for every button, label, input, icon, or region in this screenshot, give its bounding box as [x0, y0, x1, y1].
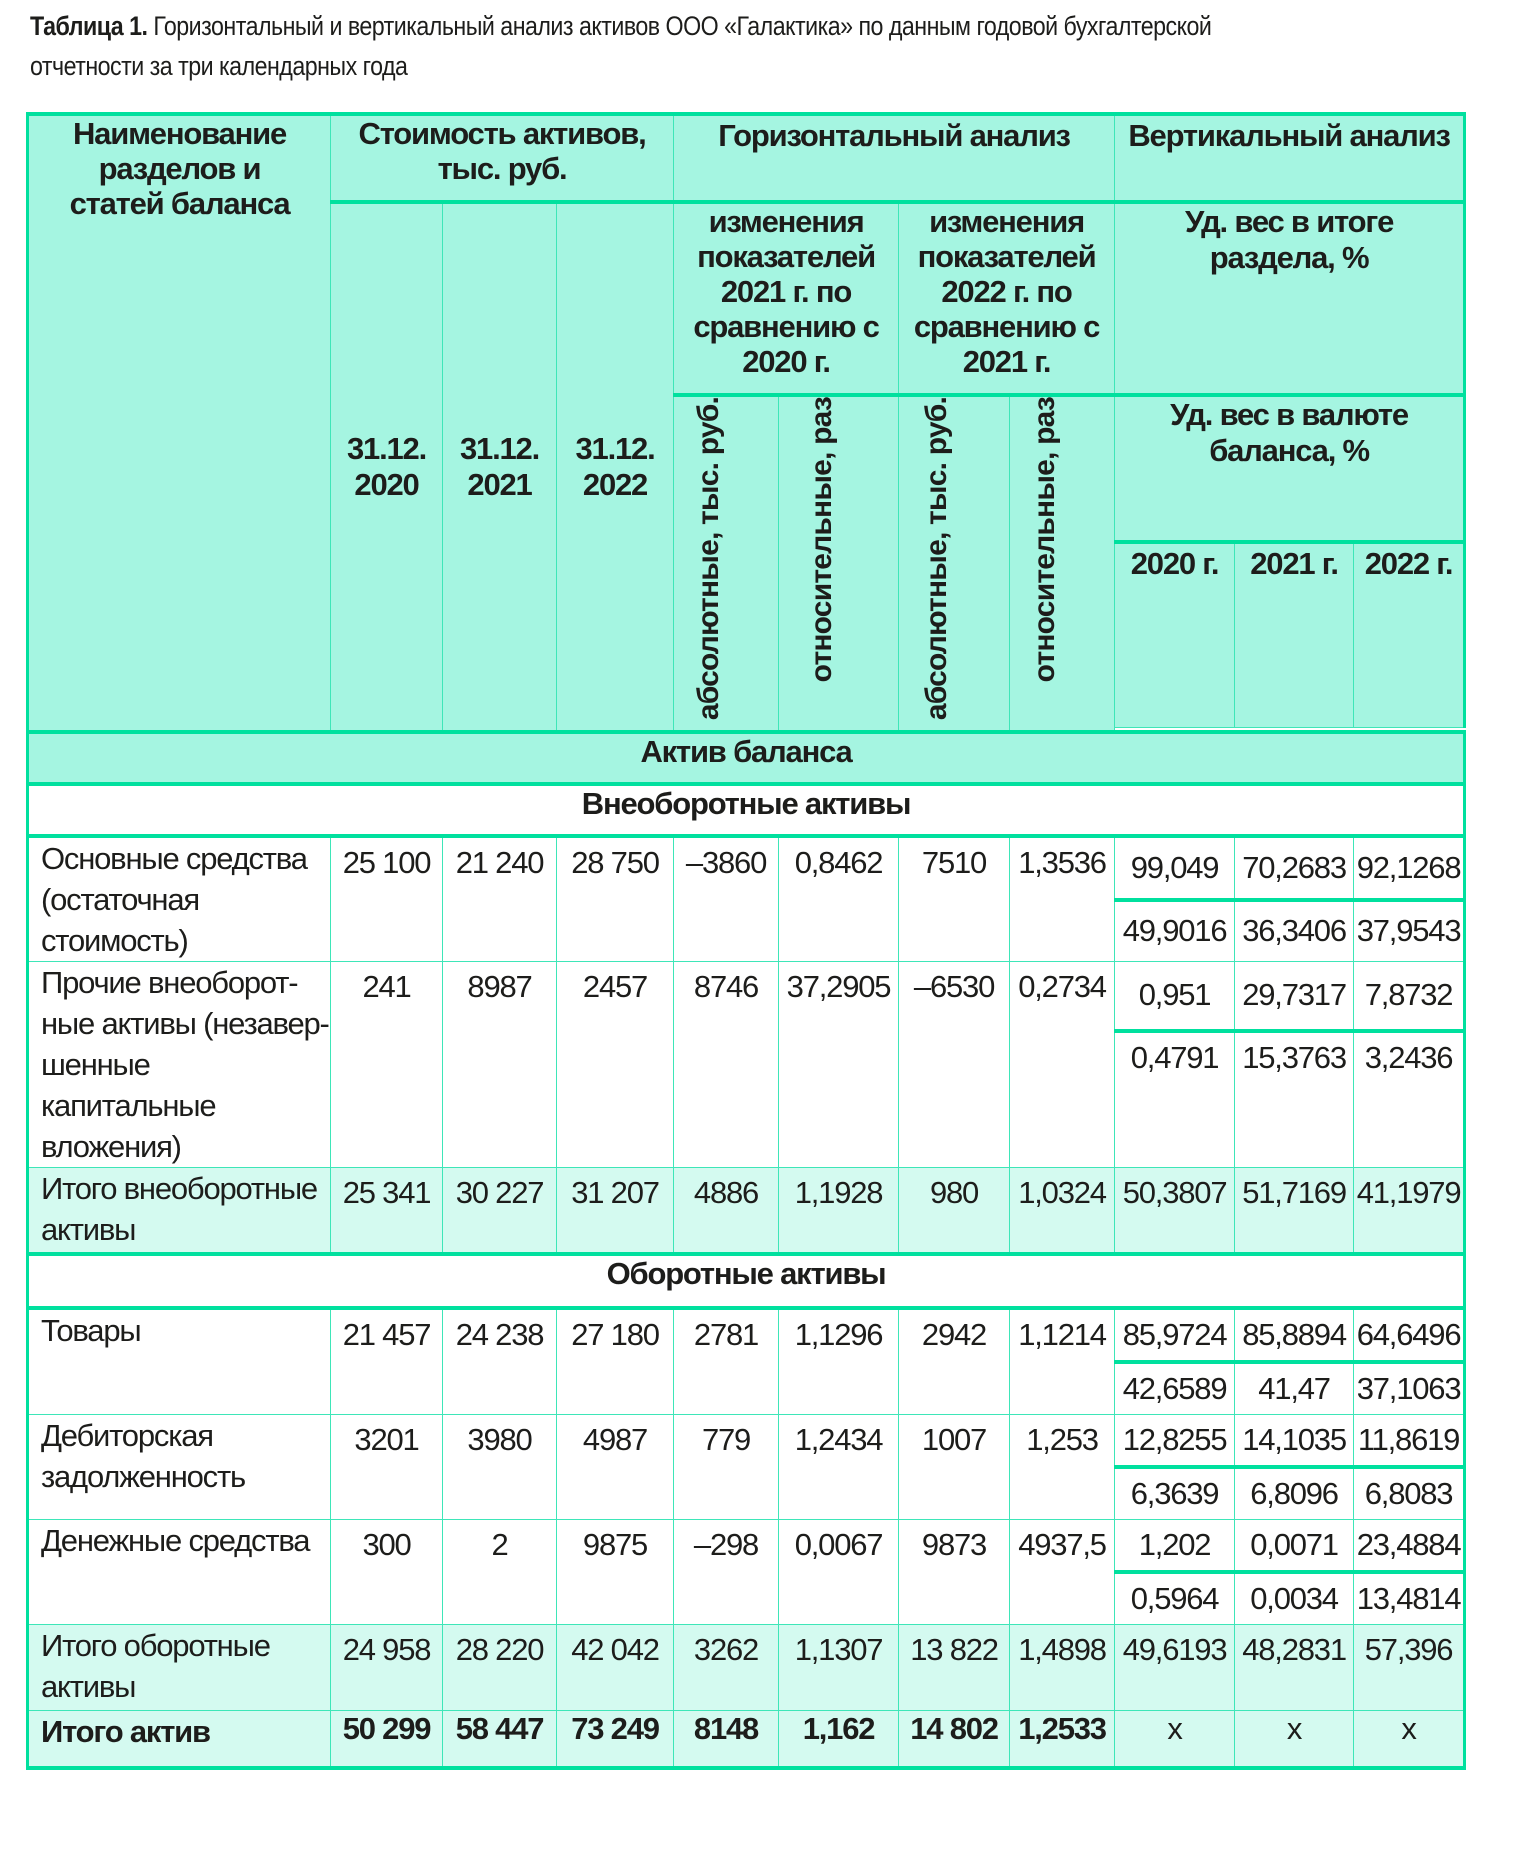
row-name: Прочие внеоборот-ные активы (незавер-шенные капитальные вложения)	[28, 962, 331, 1168]
cell-value: 779	[674, 1414, 779, 1519]
table-row	[28, 1519, 1465, 1572]
header-abs-2021-label: абсолютные, тыс. руб.	[692, 397, 726, 721]
cell-value: 1,162	[779, 1710, 899, 1768]
cell-value: 0,8462	[779, 836, 899, 962]
cell-share: x	[1354, 1710, 1465, 1768]
cell-value: 1,2533	[1010, 1710, 1115, 1768]
cell-value: 241	[331, 962, 443, 1168]
asset-analysis-table	[26, 112, 1466, 1770]
cell-value: 1007	[899, 1414, 1010, 1519]
cell-value: 1,3536	[1010, 836, 1115, 962]
cell-value: 1,253	[1010, 1414, 1115, 1519]
cell-share-section: 12,8255	[1115, 1414, 1235, 1467]
header-rel-2021-label: относительные, раз	[804, 397, 838, 683]
header-change-2021-label: изменения показателей 2021 г. по сравнению с 2020 г.	[693, 204, 879, 379]
header-rel-2022	[1010, 395, 1115, 732]
cell-share-section: 1,202	[1115, 1519, 1235, 1572]
cell-value: 30 227	[443, 1168, 557, 1254]
cell-value: 3201	[331, 1414, 443, 1519]
cell-share-balance: 6,8083	[1354, 1467, 1465, 1520]
cell-share: 51,7169	[1235, 1168, 1354, 1254]
cell-value: 8148	[674, 1710, 779, 1768]
header-year-2022: 2022 г.	[1354, 542, 1465, 728]
row-name: Итого оборотные активы	[28, 1624, 331, 1710]
caption-text-line2: отчетности за три календарных года	[30, 51, 408, 81]
cell-value: 58 447	[443, 1710, 557, 1768]
header-change-2022	[899, 202, 1115, 395]
cell-value: 28 750	[557, 836, 674, 962]
header-name-column	[28, 114, 331, 732]
section-noncurrent: Внеоборотные активы	[28, 784, 1465, 836]
row-name: Итого актив	[28, 1710, 331, 1768]
cell-share-balance: 13,4814	[1354, 1572, 1465, 1625]
cell-value: 25 341	[331, 1168, 443, 1254]
cell-value: 300	[331, 1519, 443, 1624]
cell-share-section: 7,8732	[1354, 962, 1465, 1031]
table-caption	[30, 6, 1294, 86]
cell-value: 1,0324	[1010, 1168, 1115, 1254]
header-share-balance-label: Уд. вес в валюте баланса, %	[1170, 397, 1408, 468]
cell-share-section: 85,9724	[1115, 1308, 1235, 1362]
cell-value: 2457	[557, 962, 674, 1168]
cell-share-balance: 36,3406	[1235, 900, 1354, 962]
header-date-2022-label: 31.12. 2022	[575, 431, 655, 503]
cell-value: 8746	[674, 962, 779, 1168]
cell-value: 2	[443, 1519, 557, 1624]
section-assets: Актив баланса	[28, 732, 1465, 784]
header-date-2022	[557, 202, 674, 732]
cell-value: 24 958	[331, 1624, 443, 1710]
header-cost-group	[331, 114, 674, 202]
cell-value: 37,2905	[779, 962, 899, 1168]
header-abs-2022-label: абсолютные, тыс. руб.	[920, 397, 954, 721]
cell-value: 4987	[557, 1414, 674, 1519]
cell-share-section: 0,951	[1115, 962, 1235, 1031]
header-rel-2021	[779, 395, 899, 732]
cell-value: 3262	[674, 1624, 779, 1710]
cell-value: 9873	[899, 1519, 1010, 1624]
cell-value: 7510	[899, 836, 1010, 962]
cell-value: 31 207	[557, 1168, 674, 1254]
section-current: Оборотные активы	[28, 1254, 1465, 1308]
cell-share-section: 64,6496	[1354, 1308, 1465, 1362]
header-date-2021-label: 31.12. 2021	[460, 431, 539, 503]
header-name-label: Наименование разделов и статей баланса	[69, 116, 290, 221]
cell-value: 24 238	[443, 1308, 557, 1415]
cell-value: 980	[899, 1168, 1010, 1254]
cell-value: 1,1928	[779, 1168, 899, 1254]
cell-value: –6530	[899, 962, 1010, 1168]
row-name: Денежные средства	[28, 1519, 331, 1624]
header-abs-2022	[899, 395, 1010, 732]
cell-value: 14 802	[899, 1710, 1010, 1768]
cell-value: 1,1296	[779, 1308, 899, 1415]
cell-share-balance: 0,0034	[1235, 1572, 1354, 1625]
cell-value: 73 249	[557, 1710, 674, 1768]
header-date-2020-label: 31.12. 2020	[347, 431, 426, 503]
table-row-subtotal	[28, 1168, 1465, 1254]
cell-share-section: 70,2683	[1235, 836, 1354, 900]
table-row	[28, 836, 1465, 900]
cell-share: 41,1979	[1354, 1168, 1465, 1254]
cell-value: 4886	[674, 1168, 779, 1254]
cell-value: 4937,5	[1010, 1519, 1115, 1624]
cell-value: 50 299	[331, 1710, 443, 1768]
header-share-section	[1115, 202, 1465, 395]
cell-share: x	[1235, 1710, 1354, 1768]
cell-share-balance: 49,9016	[1115, 900, 1235, 962]
cell-value: 13 822	[899, 1624, 1010, 1710]
header-change-2021	[674, 202, 899, 395]
cell-share-balance: 41,47	[1235, 1362, 1354, 1415]
cell-share: 57,396	[1354, 1624, 1465, 1710]
header-date-2020	[331, 202, 443, 732]
header-rel-2022-label: относительные, раз	[1028, 397, 1062, 683]
table-row-total	[28, 1710, 1465, 1768]
cell-value: 2942	[899, 1308, 1010, 1415]
header-abs-2021	[674, 395, 779, 732]
header-horizontal-group: Горизонтальный анализ	[674, 114, 1115, 202]
header-share-section-label: Уд. вес в итоге раздела, %	[1184, 204, 1394, 275]
cell-value: 0,0067	[779, 1519, 899, 1624]
cell-share: x	[1115, 1710, 1235, 1768]
table-row	[28, 1414, 1465, 1467]
cell-value: 21 457	[331, 1308, 443, 1415]
cell-share: 49,6193	[1115, 1624, 1235, 1710]
cell-share-balance: 6,3639	[1115, 1467, 1235, 1520]
cell-value: –3860	[674, 836, 779, 962]
cell-value: 25 100	[331, 836, 443, 962]
cell-share-section: 85,8894	[1235, 1308, 1354, 1362]
row-name: Итого внеоборотные активы	[28, 1168, 331, 1254]
cell-value: –298	[674, 1519, 779, 1624]
cell-value: 0,2734	[1010, 962, 1115, 1168]
cell-share-balance: 3,2436	[1354, 1031, 1465, 1168]
header-share-balance	[1115, 395, 1465, 542]
cell-value: 27 180	[557, 1308, 674, 1415]
cell-share-balance: 15,3763	[1235, 1031, 1354, 1168]
cell-share-section: 14,1035	[1235, 1414, 1354, 1467]
cell-value: 1,1307	[779, 1624, 899, 1710]
row-name: Дебиторская задолженность	[28, 1414, 331, 1519]
cell-value: 1,1214	[1010, 1308, 1115, 1415]
cell-value: 2781	[674, 1308, 779, 1415]
header-year-2020: 2020 г.	[1115, 542, 1235, 728]
cell-share: 48,2831	[1235, 1624, 1354, 1710]
header-vertical-group: Вертикальный анализ	[1115, 114, 1465, 202]
row-name: Основные средства (остаточная стоимость)	[28, 836, 331, 962]
table-row-subtotal	[28, 1624, 1465, 1710]
cell-share-balance: 0,4791	[1115, 1031, 1235, 1168]
header-cost-label: Стоимость активов, тыс. руб.	[358, 116, 646, 186]
cell-value: 21 240	[443, 836, 557, 962]
cell-value: 28 220	[443, 1624, 557, 1710]
cell-share-section: 99,049	[1115, 836, 1235, 900]
cell-share-balance: 0,5964	[1115, 1572, 1235, 1625]
header-date-2021	[443, 202, 557, 732]
cell-value: 1,4898	[1010, 1624, 1115, 1710]
cell-share-balance: 37,9543	[1354, 900, 1465, 962]
header-year-2021: 2021 г.	[1235, 542, 1354, 728]
caption-label: Таблица 1.	[30, 11, 148, 41]
table-row	[28, 1308, 1465, 1362]
cell-share-section: 92,1268	[1354, 836, 1465, 900]
cell-share-section: 29,7317	[1235, 962, 1354, 1031]
cell-value: 8987	[443, 962, 557, 1168]
cell-share-section: 23,4884	[1354, 1519, 1465, 1572]
cell-share: 50,3807	[1115, 1168, 1235, 1254]
cell-value: 3980	[443, 1414, 557, 1519]
cell-value: 1,2434	[779, 1414, 899, 1519]
cell-share-balance: 37,1063	[1354, 1362, 1465, 1415]
cell-share-balance: 42,6589	[1115, 1362, 1235, 1415]
header-change-2022-label: изменения показателей 2022 г. по сравнению с 2021 г.	[913, 204, 1100, 379]
row-name: Товары	[28, 1308, 331, 1415]
cell-share-balance: 6,8096	[1235, 1467, 1354, 1520]
cell-share-section: 0,0071	[1235, 1519, 1354, 1572]
cell-value: 42 042	[557, 1624, 674, 1710]
caption-text: Горизонтальный и вертикальный анализ активов ООО «Галактика» по данным годовой бухгалтерской	[147, 11, 1212, 41]
cell-share-section: 11,8619	[1354, 1414, 1465, 1467]
table-row	[28, 962, 1465, 1031]
cell-value: 9875	[557, 1519, 674, 1624]
